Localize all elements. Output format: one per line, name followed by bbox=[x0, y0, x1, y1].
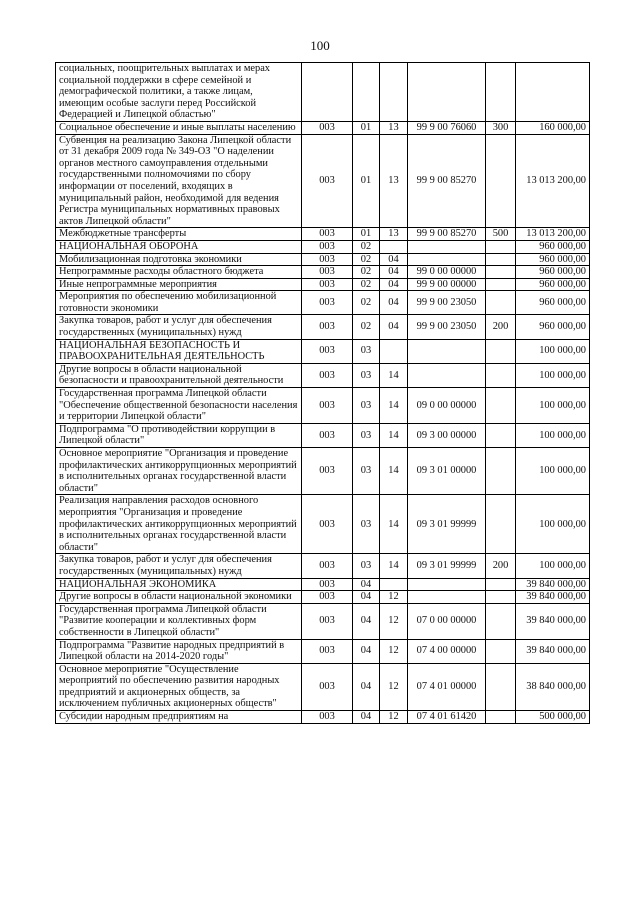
target-item-code-cell: 99 9 00 23050 bbox=[408, 291, 486, 315]
item-name-cell: Непрограммные расходы областного бюджета bbox=[56, 266, 302, 279]
expense-type-code-cell: 200 bbox=[486, 315, 516, 339]
target-item-code-cell: 09 0 00 00000 bbox=[408, 388, 486, 424]
item-name-cell: социальных, поощрительных выплатах и мерах социальной поддержки в сфере семейной и демографической политики, а также лицам, имеющим особые заслуги перед Российской Федерацией и Липецкой областью" bbox=[56, 63, 302, 122]
department-code-cell: 003 bbox=[302, 603, 353, 639]
amount-cell: 39 840 000,00 bbox=[516, 639, 590, 663]
subsection-code-cell: 13 bbox=[380, 134, 408, 228]
amount-cell: 39 840 000,00 bbox=[516, 578, 590, 591]
subsection-code-cell: 04 bbox=[380, 315, 408, 339]
section-code-cell: 02 bbox=[353, 266, 380, 279]
target-item-code-cell: 07 0 00 00000 bbox=[408, 603, 486, 639]
department-code-cell: 003 bbox=[302, 291, 353, 315]
target-item-code-cell: 07 4 01 61420 bbox=[408, 711, 486, 724]
section-code-cell: 03 bbox=[353, 423, 380, 447]
expense-type-code-cell bbox=[486, 423, 516, 447]
table-row bbox=[56, 228, 590, 241]
section-code-cell: 03 bbox=[353, 363, 380, 387]
amount-cell: 960 000,00 bbox=[516, 291, 590, 315]
table-row bbox=[56, 315, 590, 339]
department-code-cell: 003 bbox=[302, 578, 353, 591]
department-code-cell: 003 bbox=[302, 388, 353, 424]
expense-type-code-cell bbox=[486, 603, 516, 639]
table-row bbox=[56, 554, 590, 578]
table-row bbox=[56, 240, 590, 253]
section-code-cell: 02 bbox=[353, 240, 380, 253]
item-name-cell: Подпрограмма "О противодействии коррупции в Липецкой области" bbox=[56, 423, 302, 447]
department-code-cell: 003 bbox=[302, 711, 353, 724]
section-code-cell: 04 bbox=[353, 603, 380, 639]
department-code-cell: 003 bbox=[302, 315, 353, 339]
table-row bbox=[56, 291, 590, 315]
department-code-cell: 003 bbox=[302, 448, 353, 495]
expense-type-code-cell bbox=[486, 578, 516, 591]
subsection-code-cell: 04 bbox=[380, 253, 408, 266]
item-name-cell: Реализация направления расходов основного мероприятия "Организация и проведение профилактических антикоррупционных мероприятий в исполнительных органах государственной власти области" bbox=[56, 495, 302, 554]
item-name-cell: Государственная программа Липецкой области "Развитие кооперации и коллективных форм собственности в Липецкой области" bbox=[56, 603, 302, 639]
department-code-cell bbox=[302, 63, 353, 122]
item-name-cell: Субсидии народным предприятиям на bbox=[56, 711, 302, 724]
section-code-cell: 03 bbox=[353, 339, 380, 363]
amount-cell: 100 000,00 bbox=[516, 554, 590, 578]
subsection-code-cell: 12 bbox=[380, 711, 408, 724]
table-row bbox=[56, 363, 590, 387]
amount-cell: 100 000,00 bbox=[516, 363, 590, 387]
target-item-code-cell: 99 9 00 76060 bbox=[408, 121, 486, 134]
subsection-code-cell bbox=[380, 578, 408, 591]
amount-cell: 39 840 000,00 bbox=[516, 591, 590, 604]
table-row bbox=[56, 278, 590, 291]
item-name-cell: Мобилизационная подготовка экономики bbox=[56, 253, 302, 266]
section-code-cell: 01 bbox=[353, 121, 380, 134]
subsection-code-cell: 14 bbox=[380, 388, 408, 424]
budget-table-body bbox=[56, 63, 590, 724]
target-item-code-cell: 07 4 01 00000 bbox=[408, 663, 486, 710]
table-row bbox=[56, 639, 590, 663]
table-row bbox=[56, 663, 590, 710]
target-item-code-cell bbox=[408, 591, 486, 604]
section-code-cell: 04 bbox=[353, 663, 380, 710]
item-name-cell: Закупка товаров, работ и услуг для обеспечения государственных (муниципальных) нужд bbox=[56, 315, 302, 339]
target-item-code-cell bbox=[408, 363, 486, 387]
department-code-cell: 003 bbox=[302, 591, 353, 604]
expense-type-code-cell bbox=[486, 278, 516, 291]
expense-type-code-cell bbox=[486, 663, 516, 710]
target-item-code-cell bbox=[408, 253, 486, 266]
subsection-code-cell: 12 bbox=[380, 603, 408, 639]
expense-type-code-cell bbox=[486, 591, 516, 604]
subsection-code-cell: 12 bbox=[380, 591, 408, 604]
target-item-code-cell: 99 9 00 00000 bbox=[408, 278, 486, 291]
table-row bbox=[56, 711, 590, 724]
section-code-cell bbox=[353, 63, 380, 122]
subsection-code-cell bbox=[380, 63, 408, 122]
section-code-cell: 02 bbox=[353, 253, 380, 266]
department-code-cell: 003 bbox=[302, 363, 353, 387]
expense-type-code-cell bbox=[486, 639, 516, 663]
table-row bbox=[56, 339, 590, 363]
amount-cell: 100 000,00 bbox=[516, 388, 590, 424]
department-code-cell: 003 bbox=[302, 253, 353, 266]
section-code-cell: 03 bbox=[353, 495, 380, 554]
subsection-code-cell: 14 bbox=[380, 423, 408, 447]
department-code-cell: 003 bbox=[302, 278, 353, 291]
department-code-cell: 003 bbox=[302, 134, 353, 228]
amount-cell: 39 840 000,00 bbox=[516, 603, 590, 639]
amount-cell: 100 000,00 bbox=[516, 448, 590, 495]
subsection-code-cell: 13 bbox=[380, 121, 408, 134]
item-name-cell: Основное мероприятие "Организация и проведение профилактических антикоррупционных мероприятий в исполнительных органах государственной власти области" bbox=[56, 448, 302, 495]
target-item-code-cell: 99 9 00 23050 bbox=[408, 315, 486, 339]
department-code-cell: 003 bbox=[302, 554, 353, 578]
budget-table bbox=[55, 62, 590, 724]
item-name-cell: Мероприятия по обеспечению мобилизационной готовности экономики bbox=[56, 291, 302, 315]
expense-type-code-cell bbox=[486, 448, 516, 495]
target-item-code-cell: 09 3 01 00000 bbox=[408, 448, 486, 495]
expense-type-code-cell: 500 bbox=[486, 228, 516, 241]
amount-cell: 960 000,00 bbox=[516, 253, 590, 266]
amount-cell: 960 000,00 bbox=[516, 278, 590, 291]
item-name-cell: НАЦИОНАЛЬНАЯ БЕЗОПАСНОСТЬ И ПРАВООХРАНИТЕЛЬНАЯ ДЕЯТЕЛЬНОСТЬ bbox=[56, 339, 302, 363]
amount-cell: 160 000,00 bbox=[516, 121, 590, 134]
item-name-cell: Субвенция на реализацию Закона Липецкой области от 31 декабря 2009 года № 349-ОЗ "О наделении органов местного самоуправления отдельными государственными полномочиями по сбору информации от поселений, входящих в муниципальный район, необходимой для ведения Регистра муниципальных нормативных правовых актов Липецкой области" bbox=[56, 134, 302, 228]
department-code-cell: 003 bbox=[302, 228, 353, 241]
department-code-cell: 003 bbox=[302, 121, 353, 134]
target-item-code-cell bbox=[408, 240, 486, 253]
amount-cell: 100 000,00 bbox=[516, 495, 590, 554]
section-code-cell: 02 bbox=[353, 278, 380, 291]
section-code-cell: 04 bbox=[353, 578, 380, 591]
item-name-cell: Закупка товаров, работ и услуг для обеспечения государственных (муниципальных) нужд bbox=[56, 554, 302, 578]
amount-cell: 38 840 000,00 bbox=[516, 663, 590, 710]
section-code-cell: 02 bbox=[353, 291, 380, 315]
subsection-code-cell: 14 bbox=[380, 363, 408, 387]
item-name-cell: Иные непрограммные мероприятия bbox=[56, 278, 302, 291]
table-row bbox=[56, 495, 590, 554]
expense-type-code-cell bbox=[486, 240, 516, 253]
subsection-code-cell: 04 bbox=[380, 266, 408, 279]
table-row bbox=[56, 266, 590, 279]
item-name-cell: НАЦИОНАЛЬНАЯ ОБОРОНА bbox=[56, 240, 302, 253]
department-code-cell: 003 bbox=[302, 339, 353, 363]
table-row bbox=[56, 448, 590, 495]
expense-type-code-cell bbox=[486, 291, 516, 315]
target-item-code-cell: 09 3 01 99999 bbox=[408, 495, 486, 554]
target-item-code-cell: 99 9 00 85270 bbox=[408, 134, 486, 228]
section-code-cell: 03 bbox=[353, 448, 380, 495]
table-row bbox=[56, 388, 590, 424]
target-item-code-cell: 09 3 00 00000 bbox=[408, 423, 486, 447]
table-row bbox=[56, 63, 590, 122]
expense-type-code-cell bbox=[486, 134, 516, 228]
subsection-code-cell: 12 bbox=[380, 663, 408, 710]
subsection-code-cell bbox=[380, 240, 408, 253]
item-name-cell: Другие вопросы в области национальной безопасности и правоохранительной деятельности bbox=[56, 363, 302, 387]
table-row bbox=[56, 578, 590, 591]
subsection-code-cell: 14 bbox=[380, 554, 408, 578]
amount-cell: 960 000,00 bbox=[516, 315, 590, 339]
table-row bbox=[56, 121, 590, 134]
section-code-cell: 02 bbox=[353, 315, 380, 339]
section-code-cell: 04 bbox=[353, 591, 380, 604]
section-code-cell: 01 bbox=[353, 134, 380, 228]
target-item-code-cell: 07 4 00 00000 bbox=[408, 639, 486, 663]
item-name-cell: Подпрограмма "Развитие народных предприятий в Липецкой области на 2014-2020 годы" bbox=[56, 639, 302, 663]
item-name-cell: Межбюджетные трансферты bbox=[56, 228, 302, 241]
expense-type-code-cell bbox=[486, 363, 516, 387]
item-name-cell: Основное мероприятие "Осуществление мероприятий по обеспечению развития народных предприятий и акционерных обществ, за исключением публичных акционерных обществ" bbox=[56, 663, 302, 710]
expense-type-code-cell bbox=[486, 711, 516, 724]
amount-cell: 960 000,00 bbox=[516, 240, 590, 253]
subsection-code-cell bbox=[380, 339, 408, 363]
target-item-code-cell: 99 9 00 85270 bbox=[408, 228, 486, 241]
department-code-cell: 003 bbox=[302, 663, 353, 710]
item-name-cell: НАЦИОНАЛЬНАЯ ЭКОНОМИКА bbox=[56, 578, 302, 591]
item-name-cell: Государственная программа Липецкой области "Обеспечение общественной безопасности населения и территории Липецкой области" bbox=[56, 388, 302, 424]
section-code-cell: 04 bbox=[353, 639, 380, 663]
department-code-cell: 003 bbox=[302, 240, 353, 253]
expense-type-code-cell bbox=[486, 253, 516, 266]
subsection-code-cell: 14 bbox=[380, 448, 408, 495]
section-code-cell: 03 bbox=[353, 388, 380, 424]
amount-cell: 13 013 200,00 bbox=[516, 134, 590, 228]
expense-type-code-cell: 200 bbox=[486, 554, 516, 578]
item-name-cell: Социальное обеспечение и иные выплаты населению bbox=[56, 121, 302, 134]
department-code-cell: 003 bbox=[302, 639, 353, 663]
table-row bbox=[56, 423, 590, 447]
target-item-code-cell bbox=[408, 63, 486, 122]
expense-type-code-cell bbox=[486, 339, 516, 363]
amount-cell: 500 000,00 bbox=[516, 711, 590, 724]
table-row bbox=[56, 134, 590, 228]
amount-cell: 100 000,00 bbox=[516, 423, 590, 447]
target-item-code-cell bbox=[408, 339, 486, 363]
expense-type-code-cell bbox=[486, 266, 516, 279]
amount-cell: 100 000,00 bbox=[516, 339, 590, 363]
target-item-code-cell: 99 0 00 00000 bbox=[408, 266, 486, 279]
section-code-cell: 01 bbox=[353, 228, 380, 241]
table-row bbox=[56, 253, 590, 266]
department-code-cell: 003 bbox=[302, 266, 353, 279]
subsection-code-cell: 14 bbox=[380, 495, 408, 554]
expense-type-code-cell bbox=[486, 388, 516, 424]
expense-type-code-cell bbox=[486, 495, 516, 554]
subsection-code-cell: 04 bbox=[380, 291, 408, 315]
section-code-cell: 03 bbox=[353, 554, 380, 578]
section-code-cell: 04 bbox=[353, 711, 380, 724]
table-row bbox=[56, 603, 590, 639]
expense-type-code-cell: 300 bbox=[486, 121, 516, 134]
item-name-cell: Другие вопросы в области национальной экономики bbox=[56, 591, 302, 604]
amount-cell: 13 013 200,00 bbox=[516, 228, 590, 241]
amount-cell: 960 000,00 bbox=[516, 266, 590, 279]
department-code-cell: 003 bbox=[302, 495, 353, 554]
subsection-code-cell: 04 bbox=[380, 278, 408, 291]
target-item-code-cell bbox=[408, 578, 486, 591]
expense-type-code-cell bbox=[486, 63, 516, 122]
target-item-code-cell: 09 3 01 99999 bbox=[408, 554, 486, 578]
subsection-code-cell: 13 bbox=[380, 228, 408, 241]
department-code-cell: 003 bbox=[302, 423, 353, 447]
table-row bbox=[56, 591, 590, 604]
amount-cell bbox=[516, 63, 590, 122]
page-number: 100 bbox=[310, 38, 330, 53]
subsection-code-cell: 12 bbox=[380, 639, 408, 663]
